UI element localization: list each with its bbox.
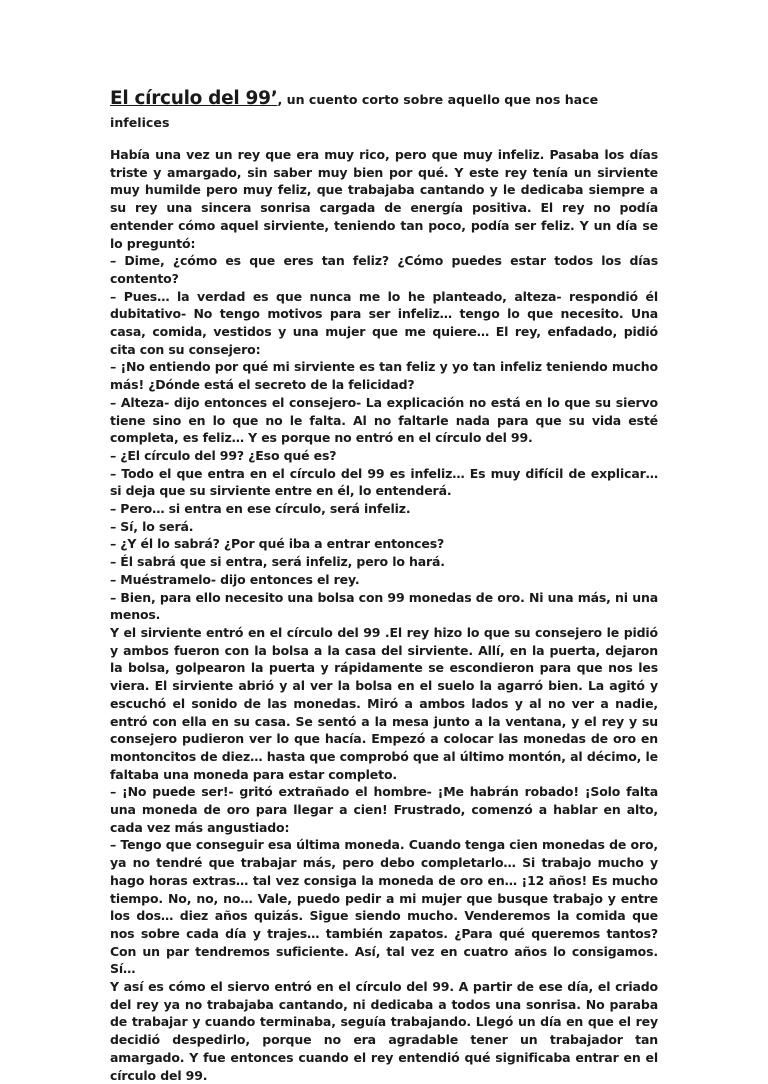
paragraph: – Dime, ¿cómo es que eres tan feliz? ¿Cómo puedes estar todos los días contento? (110, 253, 658, 286)
paragraph: – Todo el que entra en el círculo del 99 es infeliz… Es muy difícil de explicar… si deja que su sirviente entre en él, lo entenderá. (110, 465, 658, 499)
paragraph: Y el sirviente entró en el círculo del 99 .El rey hizo lo que su consejero le pidió y ambos fueron con la bolsa a la casa del sirviente. Allí, en la puerta, dejaron la bolsa, golpearon la puerta y rápidamente se escondieron para que nos les viera. El sirviente abrió y al ver la bolsa en el suelo la agarró bien. La agitó y escuchó el sonido de las monedas. Miró a ambos lados y al no ver a nadie, entró con ella en su casa. Se sentó a la mesa junto a la ventana, y el rey y su consejero pudieron ver lo que hacía. Empezó a colocar las monedas de oro en montoncitos de diez… hasta que comprobó que al último montón, al décimo, le faltaba una moneda para estar completo. (110, 624, 658, 782)
paragraph: – Tengo que conseguir esa última moneda. Cuando tenga cien monedas de oro, ya no tendré que trabajar más, pero debo completarlo… Si trabajo mucho y hago horas extras… tal vez consiga la moneda de oro en… ¡12 años! Es mucho tiempo. No, no, no… Vale, puedo pedir a mi mujer que busque trabajo y entre los dos… diez años quizás. Sigue siendo mucho. Venderemos la comida que nos sobre cada día y trajes… también zapatos. ¿Para qué queremos tantos? Con un par tendremos suficiente. Así, tal vez en cuatro años lo consigamos. Sí… (110, 837, 658, 977)
document-subtitle: , un cuento corto sobre aquello que nos hace infelices (110, 92, 599, 130)
document-title: El círculo del 99’ (110, 88, 278, 109)
story-body (110, 146, 658, 1084)
paragraph: – Él sabrá que si entra, será infeliz, pero lo hará. (110, 554, 445, 570)
paragraph: – Bien, para ello necesito una bolsa con 99 monedas de oro. Ni una más, ni una menos. (110, 589, 658, 623)
paragraph: – Pero… si entra en ese círculo, será infeliz. (110, 501, 411, 517)
paragraph: – ¡No puede ser!- gritó extrañado el hombre- ¡Me habrán robado! ¡Solo falta una moneda de oro para llegar a cien! Frustrado, comenzó a hablar en alto, cada vez más angustiado: (110, 784, 658, 835)
paragraph: – ¡No entiendo por qué mi sirviente es tan feliz y yo tan infeliz teniendo mucho más! ¿Dónde está el secreto de la felicidad? (110, 359, 658, 393)
paragraph: – Pues… la verdad es que nunca me lo he planteado, alteza- respondió él dubitativo- No tengo motivos para ser infeliz… tengo lo que necesito. Una casa, comida, vestidos y una mujer que me quiere… El rey, enfadado, pidió cita con su consejero: (110, 288, 658, 357)
heading-line (110, 88, 658, 134)
paragraph: – Muéstramelo- dijo entonces el rey. (110, 571, 360, 587)
paragraph: – Alteza- dijo entonces el consejero- La explicación no está en lo que su siervo tiene sino en lo que no le falta. Al no faltarle nada para que su vida esté completa, es feliz… Y es porque no entró en el círculo del 99. (110, 394, 658, 446)
document-page (110, 88, 658, 1084)
paragraph: – Sí, lo será. (110, 518, 194, 534)
paragraph: Había una vez un rey que era muy rico, pero que muy infeliz. Pasaba los días triste y amargado, sin saber muy bien por qué. Y este rey tenía un sirviente muy humilde pero muy feliz, que trabajaba cantando y le dedicaba siempre a su rey una sincera sonrisa cargada de energía positiva. El rey no podía entender cómo aquel sirviente, teniendo tan poco, podía ser feliz. Y un día se lo preguntó: (110, 147, 658, 251)
paragraph: Y así es cómo el siervo entró en el círculo del 99. A partir de ese día, el criado del rey ya no trabajaba cantando, ni dedicaba a todos una sonrisa. No paraba de trabajar y cuando terminaba, seguía trabajando. Llegó un día en que el rey decidió despedirlo, porque no era agradable tener un trabajador tan amargado. Y fue entonces cuando el rey entendió qué significaba entrar en el círculo del 99. (110, 979, 658, 1083)
paragraph: – ¿Y él lo sabrá? ¿Por qué iba a entrar entonces? (110, 536, 445, 552)
paragraph: – ¿El círculo del 99? ¿Eso qué es? (110, 447, 337, 463)
